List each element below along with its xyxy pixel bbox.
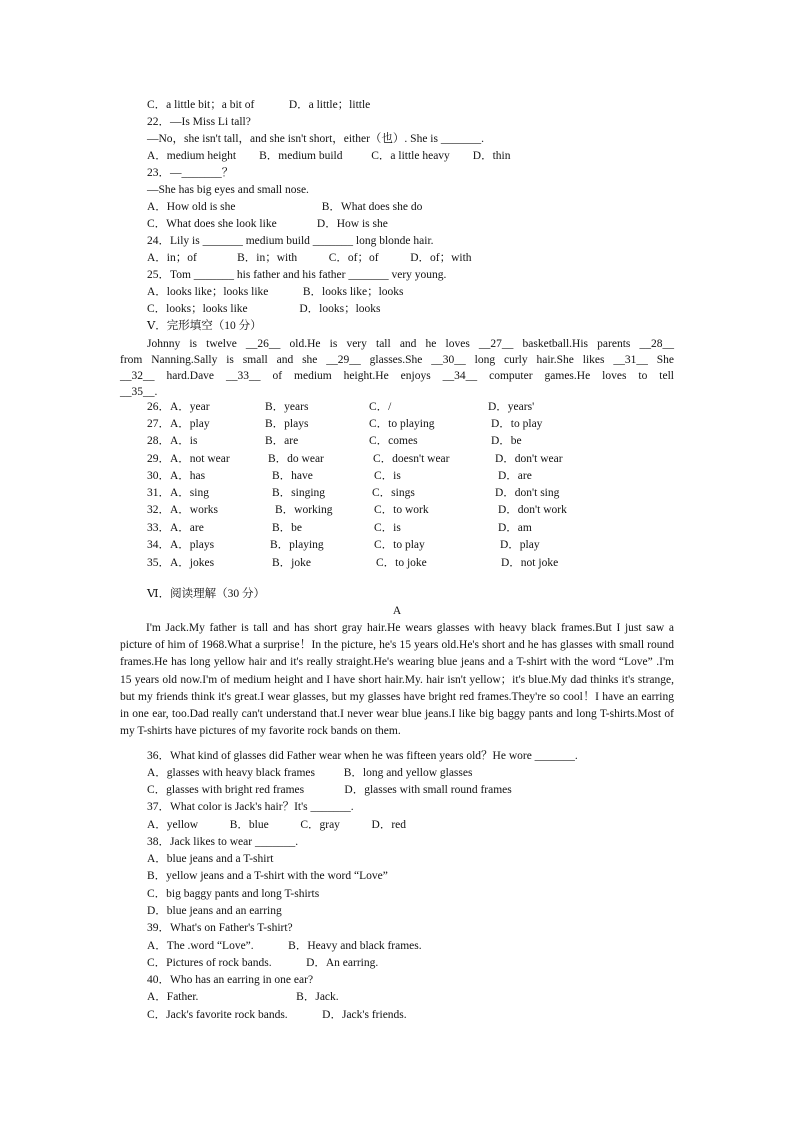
cloze-34-d: D．play xyxy=(500,539,540,551)
q24-options: A．in；of B．in；with C．of；of D．of；with xyxy=(147,252,472,264)
cloze-33-d: D．am xyxy=(498,522,532,534)
cloze-28-d: D．be xyxy=(491,435,522,447)
q36-prompt: 36．What kind of glasses did Father wear when he was fifteen years old？He wore _______. xyxy=(147,750,578,762)
cloze-35-b: B．joke xyxy=(272,557,311,569)
q22-prompt: 22．—Is Miss Li tall? xyxy=(147,116,251,128)
cloze-line-2: from Nanning.Sally is small and she __29__ glasses.She __30__ long curly hair.She likes __31__ She xyxy=(120,354,674,366)
cloze-28-c: C．comes xyxy=(369,435,418,447)
cloze-30-d: D．are xyxy=(498,470,532,482)
cloze-33-c: C．is xyxy=(374,522,401,534)
section5-heading: Ⅴ．完形填空（10 分） xyxy=(147,320,262,332)
cloze-29-c: C．doesn't wear xyxy=(373,453,450,465)
q36-options-ab: A．glasses with heavy black frames B．long and yellow glasses xyxy=(147,767,473,779)
cloze-26-a: 26．A．year xyxy=(147,401,210,413)
cloze-34-b: B．playing xyxy=(270,539,324,551)
cloze-27-a: 27．A．play xyxy=(147,418,210,430)
cloze-31-d: D．don't sing xyxy=(495,487,560,499)
q23-response: —She has big eyes and small nose. xyxy=(147,184,309,196)
cloze-32-c: C．to work xyxy=(374,504,429,516)
cloze-29-b: B．do wear xyxy=(268,453,324,465)
cloze-35-a: 35．A．jokes xyxy=(147,557,215,569)
cloze-26-b: B．years xyxy=(265,401,309,413)
cloze-31-b: B．singing xyxy=(272,487,326,499)
q25-prompt: 25．Tom _______ his father and his father _______ very young. xyxy=(147,269,447,281)
cloze-31-a: 31．A．sing xyxy=(147,487,209,499)
cloze-28-a: 28．A．is xyxy=(147,435,198,447)
cloze-32-b: B．working xyxy=(275,504,333,516)
q25-options-cd: C．looks；looks like D．looks；looks xyxy=(147,303,381,315)
section6-heading: Ⅵ．阅读理解（30 分） xyxy=(147,588,265,600)
cloze-32-a: 32．A．works xyxy=(147,504,218,516)
reading-passage xyxy=(120,620,674,740)
q23-options-cd: C．What does she look like D．How is she xyxy=(147,218,388,230)
cloze-26-c: C．/ xyxy=(369,401,392,413)
cloze-29-d: D．don't wear xyxy=(495,453,563,465)
q39-options-cd: C．Pictures of rock bands. D．An earring. xyxy=(147,957,379,969)
q23-options-ab: A．How old is she B．What does she do xyxy=(147,201,423,213)
cloze-32-d: D．don't work xyxy=(498,504,567,516)
q37-prompt: 37．What color is Jack's hair？It's _______. xyxy=(147,801,354,813)
q22-options: A．medium height B．medium build C．a little heavy D．thin xyxy=(147,150,511,162)
cloze-line-4: __35__. xyxy=(120,386,158,398)
q24-prompt: 24．Lily is _______ medium build _______ long blonde hair. xyxy=(147,235,434,247)
cloze-27-b: B．plays xyxy=(265,418,309,430)
cloze-34-c: C．to play xyxy=(374,539,425,551)
cloze-30-c: C．is xyxy=(374,470,401,482)
cloze-27-c: C．to playing xyxy=(369,418,435,430)
q38-option-d: D．blue jeans and an earring xyxy=(147,905,282,917)
cloze-30-b: B．have xyxy=(272,470,313,482)
q38-option-b: B．yellow jeans and a T-shirt with the word “Love” xyxy=(147,870,388,882)
passage-text: I'm Jack.My father is tall and has short gray hair.He wears glasses with heavy black frames.But I just saw a picture of him of 1968.What a surprise！In the picture, he's 15 years old.He's short and he has glasses with small round frames.He has long yellow hair and it's really straight.He's wearing blue jeans and a T-shirt with the word “Love” .I'm 15 years old now.I'm of medium height and I have short hair.My. hair isn't yellow；it's blue.My dad thinks it's strange, but my friends think it's great.I wear glasses, but my glasses have bright red frames.They're so cool！I have an earring in one ear, too.Dad really can't understand that.I never wear blue jeans.I like big baggy pants and long T-shirts.Most of my T-shirts have pictures of my favorite rock bands on them. xyxy=(120,622,674,738)
q23-prompt: 23．—_______？ xyxy=(147,167,234,179)
cloze-26-d: D．years' xyxy=(488,401,535,413)
cloze-30-a: 30．A．has xyxy=(147,470,206,482)
cloze-line-3: __32__ hard.Dave __33__ of medium height.He enjoys __34__ computer games.He loves to tell xyxy=(120,370,674,382)
cloze-35-c: C．to joke xyxy=(376,557,427,569)
q22-response: —No，she isn't tall，and she isn't short，either（也）. She is _______. xyxy=(147,133,484,145)
q40-options-ab: A．Father. B．Jack. xyxy=(147,991,339,1003)
cloze-33-a: 33．A．are xyxy=(147,522,204,534)
cloze-29-a: 29．A．not wear xyxy=(147,453,230,465)
q40-options-cd: C．Jack's favorite rock bands. D．Jack's friends. xyxy=(147,1009,407,1021)
cloze-35-d: D．not joke xyxy=(501,557,559,569)
cloze-31-c: C．sings xyxy=(372,487,415,499)
cloze-line-1: Johnny is twelve __26__ old.He is very tall and he loves __27__ basketball.His parents __28__ xyxy=(147,338,674,350)
q38-option-c: C．big baggy pants and long T-shirts xyxy=(147,888,320,900)
q40-prompt: 40．Who has an earring in one ear? xyxy=(147,974,314,986)
q37-options: A．yellow B．blue C．gray D．red xyxy=(147,819,407,831)
q38-prompt: 38．Jack likes to wear _______. xyxy=(147,836,299,848)
q39-options-ab: A．The .word “Love”. B．Heavy and black frames. xyxy=(147,940,422,952)
cloze-34-a: 34．A．plays xyxy=(147,539,215,551)
cloze-28-b: B．are xyxy=(265,435,299,447)
q36-options-cd: C．glasses with bright red frames D．glasses with small round frames xyxy=(147,784,512,796)
passage-label: A xyxy=(392,605,402,617)
cloze-33-b: B．be xyxy=(272,522,303,534)
q21-options-cd: C．a little bit；a bit of D．a little；little xyxy=(147,99,371,111)
q39-prompt: 39．What's on Father's T-shirt? xyxy=(147,922,293,934)
q25-options-ab: A．looks like；looks like B．looks like；looks xyxy=(147,286,404,298)
cloze-27-d: D．to play xyxy=(491,418,543,430)
q38-option-a: A．blue jeans and a T-shirt xyxy=(147,853,274,865)
